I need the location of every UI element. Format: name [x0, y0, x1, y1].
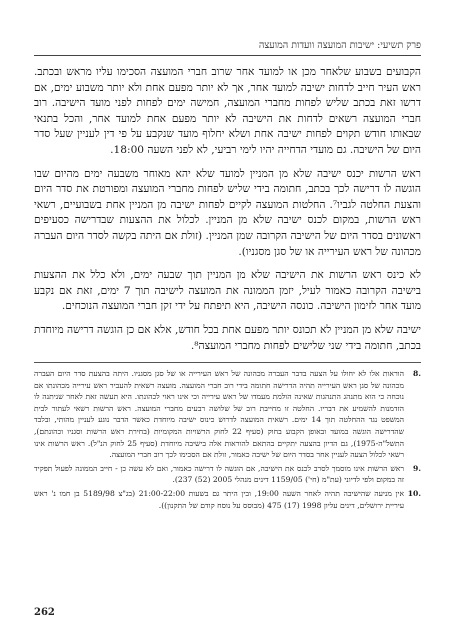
paragraph: לא כינס ראש הרשות את הישיבה שלא מן המניין תוך שבעה ימים, ולא כלל את ההצעות בישיבה הקרובה כאמור לעיל, יזמן הממונה את המועצה לישיבה תוך 7 ימים, זאת אם נקבע מועד אחר לזימון הישיבה. כונסה הישיבה, היא תיפתח על ידי זקן חברי המועצה הנוכחים. [34, 269, 421, 313]
footnote [34, 488, 421, 511]
paragraph: ישיבה שלא מן המניין לא תכונס יותר מפעם אחת בכל חודש, אלא אם כן הוגשה דרישה מיוחדת בכתב, חתומה בידי שני שלישים לפחות מחברי המועצה⁸. [34, 323, 421, 352]
page-number: 262 [34, 607, 55, 618]
paragraph: ראש הרשות יכנס ישיבה שלא מן המניין למועד שלא יהא מאוחר משבעה ימים מהיום שבו הוגשה לו דרישה לכך בכתב, חתומה בידי שליש לפחות מחברי המועצה ומפורטת את סדר היום והצעת החלטה לגביו⁷. החלטות המועצה לקיים לפחות ישיבה מן המניין אחת בשבועיים, רשאי ראש הרשות, במקום לכנס ישיבה שלא מן המניין. לכלול את ההצעות שבדרישה כסעיפים ראשונים בסדר היום של הישיבה הקרובה שמן המניין. (זולת אם היתה בקשה לסדר היום העברה מכהונה של ראש העירייה או של סגן מסגניו). [34, 167, 422, 258]
footnote-number: .9 [413, 463, 421, 473]
footnote [34, 463, 421, 486]
footnote [34, 368, 421, 461]
footnote-number: .8 [413, 369, 421, 379]
body-text [34, 65, 421, 354]
footnote-text: הוראות אלו לא יחולו על הצעה בדבר העברה מכהונה של ראש העירייה או של סגן מסגניו. היתה בהצעת סדר היום העברה מכהונה של סגן ראש העירייה תהיה הדרישה חתומה בידי רוב חברי המועצה. מועצה רשאית להעביר ראש עירייה מכהונתו אם נוכחה כי הוא מתנהג התנהגות שאינה הולמת מעמדו של ראש עירייה וכי אינו ראוי לכהונתו. היא תעשה זאת לאחר שניתנה לו הזדמנות להשמיע את דבריו. החלטה זו מחייבת רוב של שלושה רבעים מחברי המועצה. ראש הרשות רשאי לעתור לבית המשפט נגד ההחלטה תוך 14 ימים. רשאית המועצה לדרוש כינוס ישיבה מיוחדת כאשר הדבר נוגע לעניין מהותי, ובלבד שהדרישה הוגשה במועד ובאופן הקבוע בחוק (סעיף 22 לחוק הרשויות המקומיות (בחירת ראש הרשות וסגניו וכהונתם), התשל"ה-1975), גם הדיון בהצעה יתקיים בהתאם להוראות אלה בישיבה מיוחדת (סעיף 25 לחוק הנ"ל). ראש הרשות אינו רשאי לכלול הצעה לעניין אחר בסדר היום של ישיבה כאמור, זולת אם הסכימו לכך רוב חברי המועצה. [34, 369, 404, 460]
footnote-number: .10 [407, 489, 421, 499]
footnote-text: ראש הרשות אינו מוסמך לסרב לכנס את הישיבה, אם הוגשה לו דרישה כאמור, ואם לא עשה כן - חייב הממונה לפעול תפקיד זה במקום ולפי לדיוני (עת"מ (חי') 1159/05 דינים מנהלי 2005 (52) 237). [34, 463, 404, 485]
footnote-text: אין מניעה שהישיבה תהיה לאחר השעה 19:00, ובין היתר גם בשעות 21:00-22:00 (בג"צ 5189/98 בן חמו נ' ראש עיריית ירושלים, דינים עליון 1998 (17) 475 (מבוסס על נוסח קודם של התקנון)). [34, 489, 405, 510]
paragraph: הקבועים בשבוע שלאחר מכן או למועד אחר שרוב חברי המועצה הסכימו עליו מראש ובכתב. ראש העיר חייב לדחות ישיבה למועד אחר, אך לא יותר מפעם אחת ולא יותר משבוע ימים, אם דרשו זאת בכתב שליש לפחות מחברי המועצה, חמישה ימים לפחות לפני מועד הישיבה. רוב חברי המועצה רשאים לדחות את הישיבה לא יותר מפעם אחת למועד אחר, והכל בתנאי שבאותו חודש תקוים לפחות ישיבה אחת ושלא יחלוף מועד שנקבע על פי דין לעניין שעל סדר היום של הישיבה. גם מועדי הדחייה יהיו לימי רביעי, לא לפני השעה 18:00. [34, 66, 421, 156]
footnotes-section [34, 362, 421, 511]
running-header: פרק תשיעי: ישיבות המועצה וועדות המועצה [34, 40, 421, 56]
